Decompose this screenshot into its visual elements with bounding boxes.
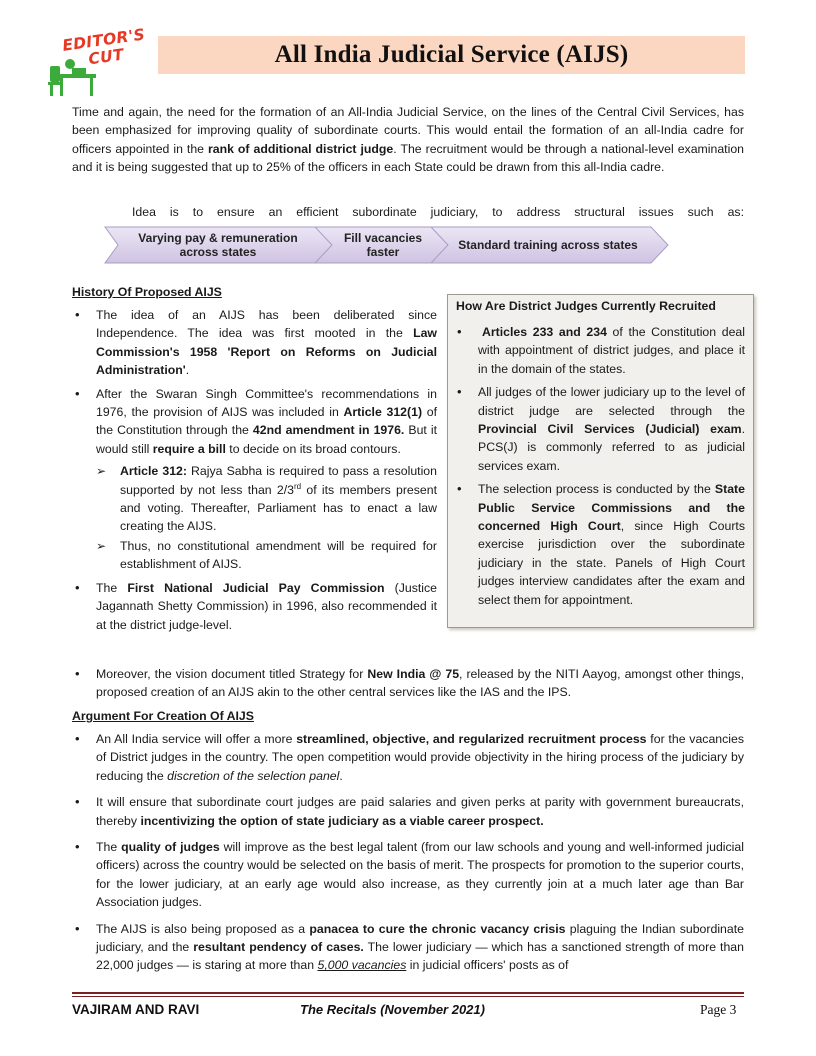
- list-item: • The quality of judges will improve as the best legal talent (from our law schools and young and well-informed judicial officers) across the country would be selected on the basis of merit. The prospects for promotion to the superior courts, for the lower judiciary, at an early age would also increase, as they currently join at a much later age than Bar Association judges.: [72, 838, 744, 912]
- list-item: • The selection process is conducted by the State Public Service Commissions and the concerned High Court, since High Courts exercise jurisdiction over the subordinate judiciary in the state. Panels of High Court judges interview candidates after the exam and select them for appointment.: [454, 480, 745, 609]
- recruitment-box: [447, 294, 754, 628]
- chevron-vacancies: Fill vacancies faster: [314, 226, 454, 264]
- logo-text: EDITOR'S CUT: [61, 25, 147, 69]
- idea-line: Idea is to ensure an efficient subordinate judiciary, to address structural issues such as:: [132, 205, 744, 219]
- footer-publication: The Recitals (November 2021): [300, 1002, 485, 1017]
- footer-rule: [72, 992, 744, 994]
- list-item: • All judges of the lower judiciary up to the level of district judge are selected through the Provincial Civil Services (Judicial) exam. PCS(J) is commonly referred to as judicial services exam.: [454, 383, 745, 475]
- argument-heading: Argument For Creation Of AIJS: [72, 709, 254, 723]
- list-item: • An All India service will offer a more streamlined, objective, and regularized recruitment process for the vacancies of District judges in the country. The open competition would provide objectivity in the hiring process of the judiciary by reducing the discretion of the selection panel.: [72, 730, 744, 785]
- history-list: [72, 306, 437, 639]
- recruitment-list: [454, 323, 745, 614]
- page-number: Page 3: [700, 1002, 737, 1017]
- recruitment-box-title: How Are District Judges Currently Recruited: [456, 299, 716, 313]
- list-item: • Moreover, the vision document titled Strategy for New India @ 75, released by the NITI Aayog, amongst other things, proposed creation of an AIJS akin to the other central services like the IAS and the IPS.: [72, 665, 744, 702]
- list-item: • The AIJS is also being proposed as a panacea to cure the chronic vacancy crisis plaguing the Indian subordinate judiciary, and the resultant pendency of cases. The lower judiciary — which has a sanctioned strength of more than 22,000 judges — is staring at more than 5,000 vacancies in judicial officers' posts as of: [72, 920, 744, 975]
- list-item: • Articles 233 and 234 of the Constitution deal with appointment of district judges, and place it in the domain of the states.: [454, 323, 745, 378]
- list-item: • The idea of an AIJS has been deliberated since Independence. The idea was first mooted in the Law Commission's 1958 'Report on Reforms on Judicial Administration'.: [72, 306, 437, 380]
- footer-rule-thin: [72, 996, 744, 997]
- page-title: All India Judicial Service (AIJS): [274, 40, 629, 68]
- list-item: • It will ensure that subordinate court judges are paid salaries and given perks at parity with government bureaucrats, thereby incentivizing the option of state judiciary as a viable career prospect.: [72, 793, 744, 830]
- list-item: • The First National Judicial Pay Commission (Justice Jagannath Shetty Commission) in 1996, also recommended it at the district judge-level.: [72, 579, 437, 634]
- list-item: • After the Swaran Singh Committee's recommendations in 1976, the provision of AIJS was included in Article 312(1) of the Constitution through the 42nd amendment in 1976. But it would still require a bill to decide on its broad contours. ➢ Article 312: Rajya Sabha is required to pass a resolution supported by not less than 2/3rd of its members present and voting. Thereafter, Parliament has to enact a law creating the AIJS. ➢ Thus, no constitutional amendment will be required for establishment of AIJS.: [72, 385, 437, 574]
- sub-list-item: ➢ Article 312: Rajya Sabha is required to pass a resolution supported by not less than 2/3rd of its members present and voting. Thereafter, Parliament has to enact a law creating the AIJS.: [96, 462, 437, 536]
- chevron-process: [104, 226, 669, 264]
- chevron-pay: Varying pay & remuneration across states: [104, 226, 339, 264]
- moreover-list: [72, 665, 744, 707]
- sub-list-item: ➢ Thus, no constitutional amendment will be required for establishment of AIJS.: [96, 537, 437, 574]
- footer-publisher: VAJIRAM AND RAVI: [72, 1002, 200, 1017]
- intro-paragraph: Time and again, the need for the formation of an All-India Judicial Service, on the lines of the Central Civil Services, has been emphasized for improving quality of subordinate courts. This would entail the formation of an all-India cadre for officers appointed in the rank of additional district judge. The recruitment would be through a national-level examination and it is being suggested that up to 25% of the officers in each State could be drawn from this all-India cadre.: [72, 105, 745, 175]
- history-heading: History Of Proposed AIJS: [72, 285, 222, 299]
- chevron-training: Standard training across states: [430, 226, 670, 264]
- title-banner: [158, 36, 745, 74]
- sub-list: [96, 462, 437, 573]
- argument-list: [72, 730, 744, 983]
